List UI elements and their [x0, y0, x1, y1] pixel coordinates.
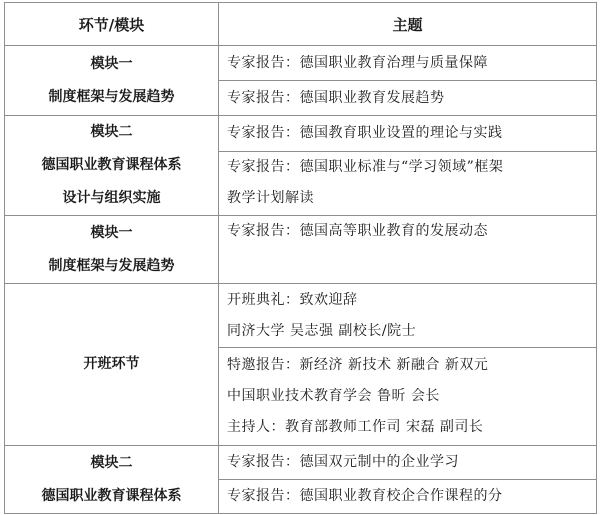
table-row: [5, 446, 597, 480]
topic-line: 教学计划解读: [227, 190, 314, 207]
topic-line: 开班典礼：致欢迎辞: [227, 291, 358, 308]
topic-line: 专家报告：德国职业教育治理与质量保障: [227, 54, 488, 71]
module-line: 德国职业教育课程体系: [41, 157, 182, 173]
topic-cell: [219, 116, 597, 152]
table-row: [5, 284, 597, 348]
module-cell: [5, 284, 219, 446]
module-line: 模块一: [90, 224, 133, 241]
topic-line: 专家报告：德国高等职业教育的发展动态: [227, 223, 488, 239]
topic-line: 中国职业技术教育学会 鲁昕 会长: [227, 388, 440, 404]
module-line: 模块二: [90, 124, 133, 140]
topic-cell: [219, 46, 597, 81]
module-line: 模块二: [90, 454, 133, 471]
header-row: [5, 3, 597, 46]
schedule-table: [4, 2, 597, 514]
module-line: 制度框架与发展趋势: [48, 88, 175, 105]
topic-line: 主持人：教育部教师工作司 宋磊 副司长: [227, 419, 484, 435]
topic-cell: [219, 151, 597, 215]
topic-line: 同济大学 吴志强 副校长/院士: [227, 322, 417, 339]
topic-cell: [219, 348, 597, 446]
topic-line: 专家报告：德国双元制中的企业学习: [227, 454, 459, 470]
topic-line: 专家报告：德国职业标准与“学习领域”框架: [227, 159, 504, 176]
module-line: 制度框架与发展趋势: [48, 257, 175, 274]
module-cell: [5, 446, 219, 514]
module-line: 模块一: [90, 55, 133, 72]
table-row: [5, 116, 597, 152]
topic-cell: [219, 446, 597, 480]
topic-line: 专家报告：德国教育职业设置的理论与实践: [227, 124, 503, 141]
header-topic: 主题: [219, 3, 597, 46]
module-line: 开班环节: [83, 356, 140, 372]
topic-cell: [219, 216, 597, 284]
module-cell: [5, 116, 219, 216]
module-cell: [5, 46, 219, 116]
module-line: 设计与组织实施: [62, 190, 161, 206]
module-cell: [5, 216, 219, 284]
topic-line: 特邀报告：新经济 新技术 新融合 新双元: [227, 357, 489, 373]
topic-line: 专家报告：德国职业教育校企合作课程的分: [227, 488, 503, 504]
header-module: 环节/模块: [5, 3, 219, 46]
table-row: [5, 46, 597, 81]
topic-cell: [219, 284, 597, 348]
topic-line: 专家报告：德国职业教育发展趋势: [227, 89, 445, 106]
table-row: [5, 216, 597, 284]
topic-cell: [219, 81, 597, 116]
topic-cell: [219, 480, 597, 514]
module-line: 德国职业教育课程体系: [41, 487, 182, 504]
